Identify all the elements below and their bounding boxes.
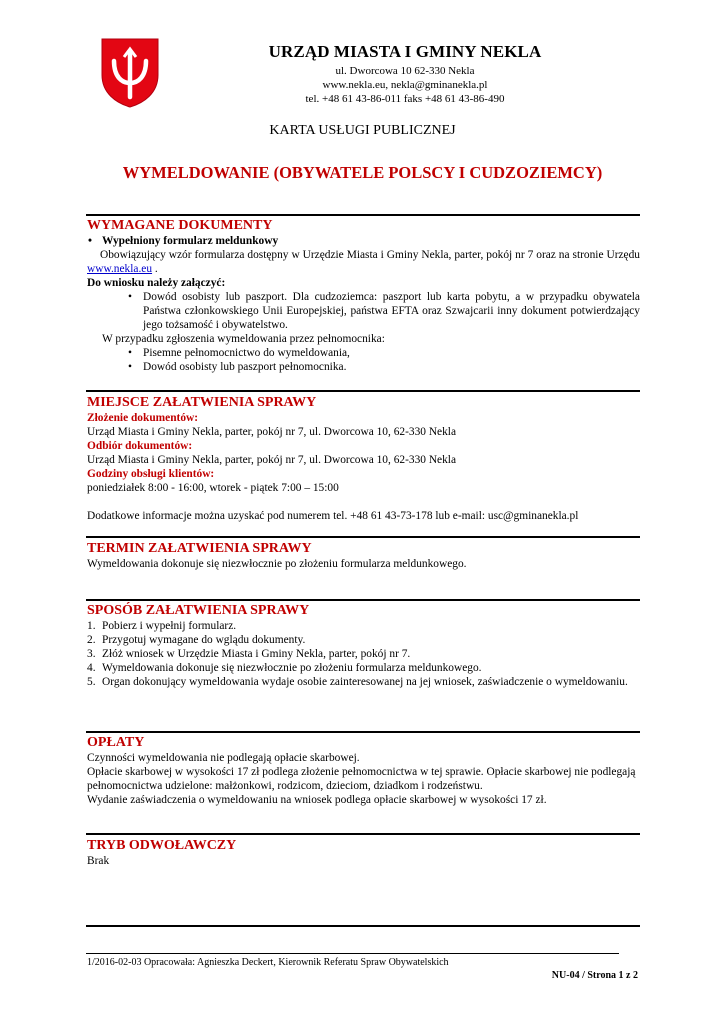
- appeal-text: Brak: [87, 855, 110, 867]
- footer-note: 1/2016-02-03 Opracowała: Agnieszka Deckert, Kierownik Referatu Spraw Obywatelskich: [87, 957, 449, 968]
- form-availability-desc: Obowiązujący wzór formularza dostępny w Urzędzie Miasta i Gminy Nekla, parter, pokój nr 7 oraz na stronie Urzędu: [100, 249, 640, 261]
- list-item: 1. Pobierz i wypełnij formularz.: [87, 620, 237, 632]
- section-divider: [86, 390, 640, 392]
- list-item: 5. Organ dokonujący wymeldowania wydaje osobie zainteresowanej na jej wniosek, zaświadczenie o wymeldowaniu.: [87, 676, 628, 688]
- office-hours: poniedziałek 8:00 - 16:00, wtorek - piątek 7:00 – 15:00: [87, 482, 339, 494]
- list-item: • Dowód osobisty lub paszport. Dla cudzoziemca: paszport lub karta pobytu, a w przypadku obywatela Państwa członkowskiego Unii Europejskiej, państwa EFTA oraz Szwajcarii inny dokument potwierdzający jego tożsamość i obywatelstwo.: [87, 290, 640, 332]
- card-label: KARTA USŁUGI PUBLICZNEJ: [269, 123, 456, 138]
- list-item: 4. Wymeldowania dokonuje się niezwłocznie po złożeniu formularza meldunkowego.: [87, 662, 482, 674]
- list-item: • Pisemne pełnomocnictwo do wymeldowania,: [87, 346, 640, 360]
- section-divider: [86, 731, 640, 733]
- section-required-documents: [87, 218, 640, 374]
- section-fees: [87, 735, 640, 807]
- fees-text-1: Czynności wymeldowania nie podlegają opłacie skarbowej.: [87, 752, 360, 764]
- fees-text-3: Wydanie zaświadczenia o wymeldowaniu na wniosek podlega opłacie skarbowej w wysokości 17 zł.: [87, 794, 547, 806]
- office-web-email: www.nekla.eu, nekla@gminanekla.pl: [322, 79, 488, 91]
- office-phone: tel. +48 61 43-86-011 faks +48 61 43-86-490: [305, 93, 505, 105]
- term-text: Wymeldowania dokonuje się niezwłocznie po złożeniu formularza meldunkowego.: [87, 558, 467, 570]
- nekla-coat-of-arms-icon: [100, 37, 160, 109]
- proxy-label: W przypadku zgłoszenia wymeldowania przez pełnomocnika:: [102, 333, 385, 345]
- pickup-label: Odbiór dokumentów:: [87, 440, 193, 452]
- form-availability-text: [87, 248, 640, 276]
- nekla-website-link[interactable]: www.nekla.eu: [87, 263, 153, 275]
- section-divider: [86, 536, 640, 538]
- section-heading: SPOSÓB ZAŁATWIENIA SPRAWY: [87, 603, 310, 618]
- section-appeal: [87, 838, 640, 868]
- submit-address: Urząd Miasta i Gminy Nekla, parter, pokój nr 7, ul. Dworcowa 10, 62-330 Nekla: [87, 426, 457, 438]
- section-method: [87, 603, 640, 689]
- attachments-label: Do wniosku należy załączyć:: [87, 277, 226, 289]
- list-item: • Dowód osobisty lub paszport pełnomocnika.: [87, 360, 640, 374]
- section-heading: MIEJSCE ZAŁATWIENIA SPRAWY: [87, 395, 317, 410]
- section-heading: TERMIN ZAŁATWIENIA SPRAWY: [87, 541, 312, 556]
- list-item: • Wypełniony formularz meldunkowy: [87, 234, 640, 248]
- submit-label: Złożenie dokumentów:: [87, 412, 199, 424]
- section-divider: [86, 833, 640, 835]
- link-suffix: .: [152, 263, 158, 275]
- section-term: [87, 541, 640, 571]
- section-divider: [86, 214, 640, 216]
- pickup-address: Urząd Miasta i Gminy Nekla, parter, pokój nr 7, ul. Dworcowa 10, 62-330 Nekla: [87, 454, 457, 466]
- section-divider: [86, 925, 640, 927]
- office-address: ul. Dworcowa 10 62-330 Nekla: [335, 65, 475, 77]
- section-place: [87, 395, 640, 523]
- list-item: 3. Złóż wniosek w Urzędzie Miasta i Gminy Nekla, parter, pokój nr 7.: [87, 648, 411, 660]
- footer-divider: [86, 953, 619, 954]
- fees-text-2: Opłacie skarbowej w wysokości 17 zł podlega złożenie pełnomocnictwa w tej sprawie. Opłacie skarbowej nie podlegają pełnomocnictwa udzielone: małżonkowi, rodzicom, dzieciom, dziadkom i rodzeństwu.: [87, 766, 636, 792]
- office-name: URZĄD MIASTA I GMINY NEKLA: [268, 42, 542, 61]
- page-number: NU-04 / Strona 1 z 2: [551, 970, 638, 981]
- list-item: 2. Przygotuj wymagane do wglądu dokumenty.: [87, 634, 306, 646]
- document-title: WYMELDOWANIE (OBYWATELE POLSCY I CUDZOZIEMCY): [122, 163, 603, 182]
- section-heading: WYMAGANE DOKUMENTY: [87, 218, 273, 233]
- section-divider: [86, 599, 640, 601]
- additional-info: Dodatkowe informacje można uzyskać pod numerem tel. +48 61 43-73-178 lub e-mail: usc@gminanekla.pl: [87, 510, 579, 522]
- section-heading: TRYB ODWOŁAWCZY: [87, 838, 237, 853]
- hours-label: Godziny obsługi klientów:: [87, 468, 215, 480]
- section-heading: OPŁATY: [87, 735, 145, 750]
